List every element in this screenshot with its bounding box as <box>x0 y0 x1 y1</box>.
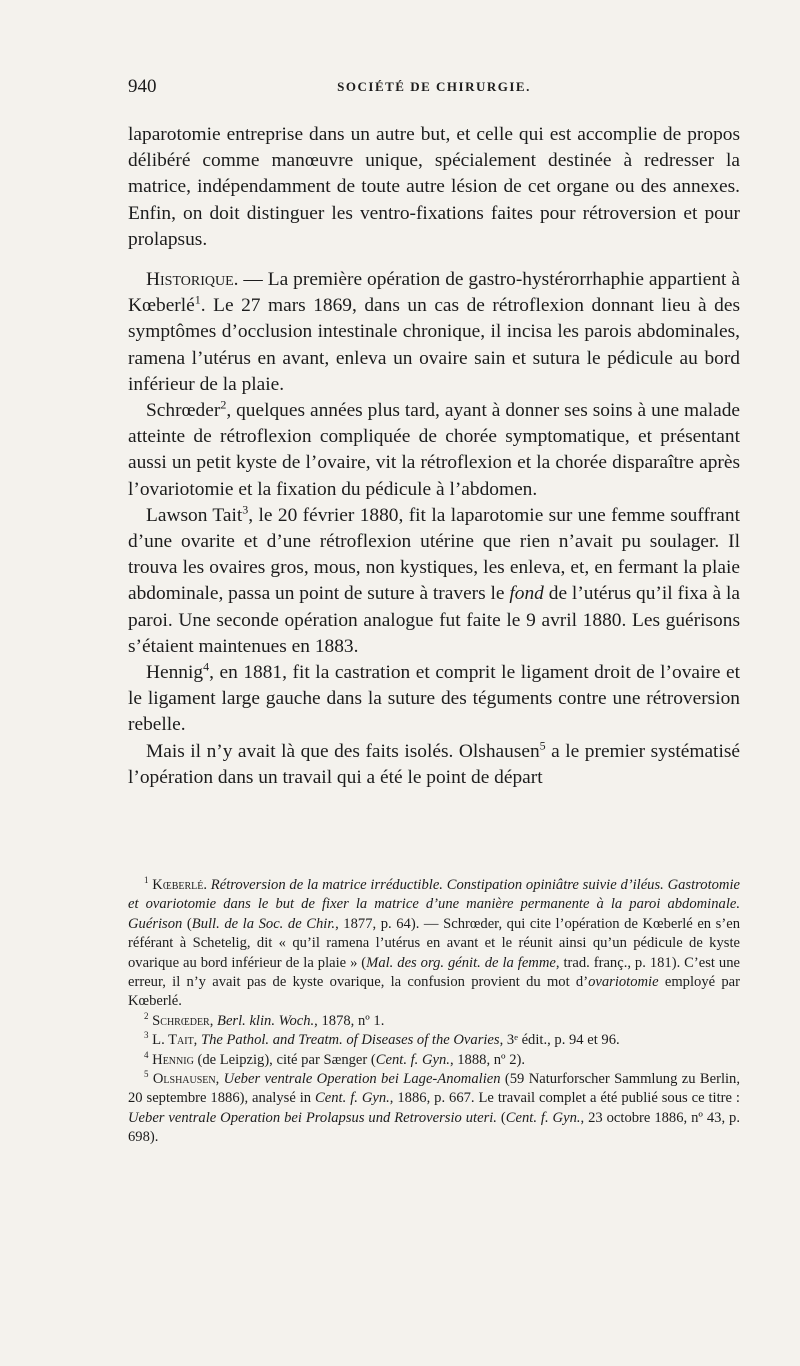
footnote-ref[interactable]: 2 <box>220 397 227 412</box>
footnotes <box>128 876 740 1148</box>
paragraph: Schrœder$^2$, quelques années plus tard, ayant à donner ses soins à une malade atteinte de rétroflexion compliquée de chorée symptomatique, et présentant aussi un petit kyste de l’ovaire, vit la rétroflexion et la chorée disparaître après l’ovariotomie et la fixation du pédicule à l’abdomen. <box>128 397 740 500</box>
footnote-ref[interactable]: 1 <box>194 292 201 307</box>
paragraph-historique: Historique. — La première opération de gastro-hystérorrhaphie appartient à Kœberlé$^1$. Le 27 mars 1869, dans un cas de rétroflexion donnant lieu à des symptômes d’occlusion intestinale chronique, il incisa les parois abdominales, ramena l’utérus en avant, enleva un ovaire sain et sutura le pédicule au bord inférieur de la plaie. <box>128 269 740 395</box>
footnote-1: $^1$ Kœberlé. Rétroversion de la matrice irréductible. Constipation opiniâtre suivie d’iléus. Gastrotomie et ovariotomie dans le but de fixer la matrice d’une manière permanente à la paroi abdominale. Guérison (Bull. de la Soc. de Chir., 1877, p. 64). — Schrœder, qui cite l’opération de Kœberlé en s’en référant à Schetelig, dit « qu’il ramena l’utérus en avant et le réunit ainsi qu’un pédicule de kyste ovarique au bord inférieur de la plaie » (Mal. des org. génit. de la femme, trad. franç., p. 181). C’est une erreur, il n’y avait pas de kyste ovarique, la confusion provient du mot d’ovariotomie employé par Kœberlé. <box>128 875 741 1010</box>
body-text <box>128 122 740 791</box>
footnote-5: $^5$ Olshausen, Ueber ventrale Operation bei Lage-Anomalien (59 Naturforscher Sammlung zu Berlin, 20 septembre 1886), analysé in Cent. f. Gyn., 1886, p. 667. Le travail complet a été publié sous ce titre : Ueber ventrale Operation bei Prolapsus und Retroversio uteri. (Cent. f. Gyn., 23 octobre 1886, nº 43, p. 698). <box>128 1069 741 1146</box>
footnote-3: $^3$ L. Tait, The Pathol. and Treatm. of Diseases of the Ovaries, 3ᵉ édit., p. 94 et 96. <box>144 1030 620 1049</box>
footnote-ref[interactable]: 3 <box>242 502 249 517</box>
section-heading: Historique. <box>146 269 239 291</box>
footnote-ref[interactable]: 5 <box>539 738 546 753</box>
footnote-ref[interactable]: 4 <box>203 659 210 674</box>
page-number: 940 <box>128 76 157 97</box>
paragraph: Hennig$^4$, en 1881, fit la castration et comprit le ligament droit de l’ovaire et le ligament large gauche dans la suture des téguments contre une rétroversion rebelle. <box>128 659 740 736</box>
footnote-4: $^4$ Hennig (de Leipzig), cité par Sænger (Cent. f. Gyn., 1888, nº 2). <box>144 1049 526 1068</box>
running-title: SOCIÉTÉ DE CHIRURGIE. <box>337 79 531 94</box>
paragraph: laparotomie entreprise dans un autre but, et celle qui est accomplie de propos délibéré comme manœuvre unique, spécialement destinée à redresser la matrice, indépendamment de toute autre lésion de cet organe ou des annexes. Enfin, on doit distinguer les ventro-fixations faites pour rétroversion et pour prolapsus. <box>128 124 740 250</box>
paragraph: Lawson Tait$^3$, le 20 février 1880, fit la laparotomie sur une femme souffrant d’une ovarite et d’une rétroflexion utérine que rien n’avait pu soulager. Il trouva les ovaires gros, mous, non kystiques, les enleva, et, en fermant la plaie abdominale, passa un point de suture à travers le fond de l’utérus qu’il fixa à la paroi. Une seconde opération analogue fut faite le 9 avril 1880. Les guérisons s’étaient maintenues en 1883. <box>128 502 740 657</box>
paragraph: Mais il n’y avait là que des faits isolés. Olshausen$^5$ a le premier systématisé l’opération dans un travail qui a été le point de départ <box>128 738 740 788</box>
footnote-2: $^2$ Schrœder, Berl. klin. Woch., 1878, nº 1. <box>144 1010 385 1029</box>
running-head <box>128 76 740 100</box>
